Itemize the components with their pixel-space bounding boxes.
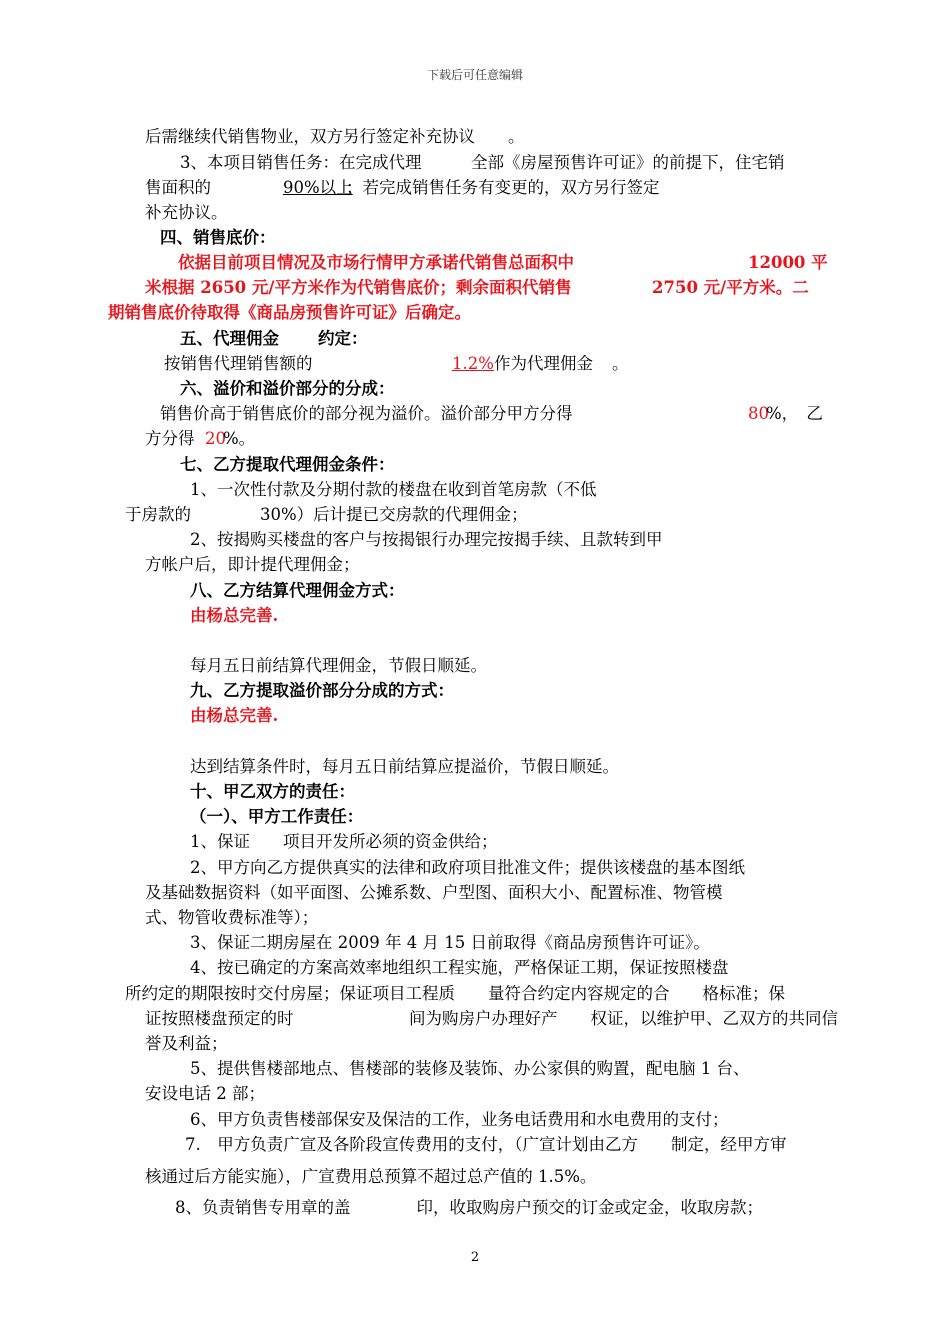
- text-line: 12000 平: [748, 253, 828, 272]
- text-line: 。: [612, 354, 629, 373]
- text-line: 每月五日前结算代理佣金，节假日顺延。: [190, 656, 487, 675]
- section-heading: 七、乙方提取代理佣金条件：: [180, 455, 395, 474]
- text-line: 米根据 2650 元/平方米作为代销售底价；剩余面积代销售: [145, 278, 572, 297]
- text-line: 作为代理佣金: [494, 354, 593, 373]
- page-header: 下载后可任意编辑: [426, 68, 523, 82]
- text-line: 2、甲方向乙方提供真实的法律和政府项目批准文件；提供该楼盘的基本图纸: [190, 858, 745, 877]
- text-line: 方帐户后，即计提代理佣金；: [145, 555, 360, 574]
- text-line: 期销售底价待取得《商品房预售许可证》后确定。: [108, 303, 471, 322]
- text-line: 安设电话 2 部；: [145, 1084, 265, 1103]
- page-number: 2: [470, 1250, 480, 1265]
- text-line: 6、甲方负责售楼部保安及保洁的工作，业务电话费用和水电费用的支付；: [190, 1110, 729, 1129]
- text-line: 8、负责销售专用章的盖 印，收取购房户预交的订金或定金，收取房款；: [175, 1198, 763, 1217]
- text-line: 20: [205, 429, 226, 448]
- text-line: 核通过后方能实施），广宣费用总预算不超过总产值的 1.5%。: [145, 1167, 597, 1186]
- text-line: 及基础数据资料（如平面图、公摊系数、户型图、面积大小、配置标准、物管模: [145, 883, 723, 902]
- text-line: 后需继续代销售物业，双方另行签定补充协议 。: [145, 127, 525, 146]
- text-line: ；若完成销售任务有变更的，双方另行签定: [346, 178, 660, 197]
- text-line: 90%以上: [283, 178, 353, 197]
- section-heading: 十、甲乙双方的责任：: [190, 782, 355, 801]
- text-line: 式、物管收费标准等）；: [145, 908, 319, 927]
- text-line: 4、按已确定的方案高效率地组织工程实施，严格保证工期，保证按照楼盘: [190, 958, 729, 977]
- text-line: 由杨总完善.: [190, 606, 279, 625]
- text-line: 7. 甲方负责广宣及各阶段宣传费用的支付，（广宣计划由乙方 制定，经甲方审: [185, 1135, 787, 1154]
- section-heading: 五、代理佣金: [180, 329, 279, 348]
- text-line: 于房款的: [125, 505, 191, 524]
- text-line: 30%）后计提已交房款的代理佣金；: [260, 505, 528, 524]
- text-line: 依据目前项目情况及市场行情甲方承诺代销售总面积中: [178, 253, 574, 272]
- section-heading: 约定：: [318, 329, 368, 348]
- text-line: 所约定的期限按时交付房屋；保证项目工程质 量符合约定内容规定的合 格标准；保: [125, 984, 785, 1003]
- text-line: 售面积的: [145, 178, 211, 197]
- text-line: 由杨总完善.: [190, 706, 279, 725]
- section-heading: 六、溢价和溢价部分的分成：: [180, 379, 395, 398]
- text-line: 3、保证二期房屋在 2009 年 4 月 15 日前取得《商品房预售许可证》。: [190, 933, 710, 952]
- text-line: 销售价高于销售底价的部分视为溢价。溢价部分甲方分得: [160, 404, 573, 423]
- text-line: 按销售代理销售额的: [164, 354, 313, 373]
- text-line: %， 乙: [766, 404, 823, 423]
- text-line: 2、按揭购买楼盘的客户与按揭银行办理完按揭手续、且款转到甲: [190, 530, 663, 549]
- text-line: 达到结算条件时，每月五日前结算应提溢价，节假日顺延。: [190, 757, 619, 776]
- text-line: 80: [748, 404, 769, 423]
- text-line: 2750 元/平方米。二: [652, 278, 809, 297]
- text-line: 1、一次性付款及分期付款的楼盘在收到首笔房款（不低: [190, 480, 597, 499]
- text-line: %。: [223, 429, 256, 448]
- text-line: 1.2%: [452, 354, 494, 373]
- section-heading: 四、销售底价：: [160, 228, 276, 247]
- text-line: 方分得: [145, 429, 195, 448]
- text-line: 证按照楼盘预定的时 间为购房户办理好产 权证，以维护甲、乙双方的共同信: [145, 1009, 838, 1028]
- text-line: 誉及利益；: [145, 1034, 228, 1053]
- section-heading: （一）、甲方工作责任：: [190, 807, 364, 826]
- text-line: 补充协议。: [145, 203, 228, 222]
- text-line: 1、保证 项目开发所必须的资金供给；: [190, 832, 498, 851]
- text-line: 5、提供售楼部地点、售楼部的装修及装饰、办公家俱的购置，配电脑 1 台、: [190, 1059, 750, 1078]
- section-heading: 八、乙方结算代理佣金方式：: [190, 581, 405, 600]
- text-line: 3、本项目销售任务：在完成代理 全部《房屋预售许可证》的前提下，住宅销: [180, 153, 785, 172]
- section-heading: 九、乙方提取溢价部分分成的方式：: [190, 681, 454, 700]
